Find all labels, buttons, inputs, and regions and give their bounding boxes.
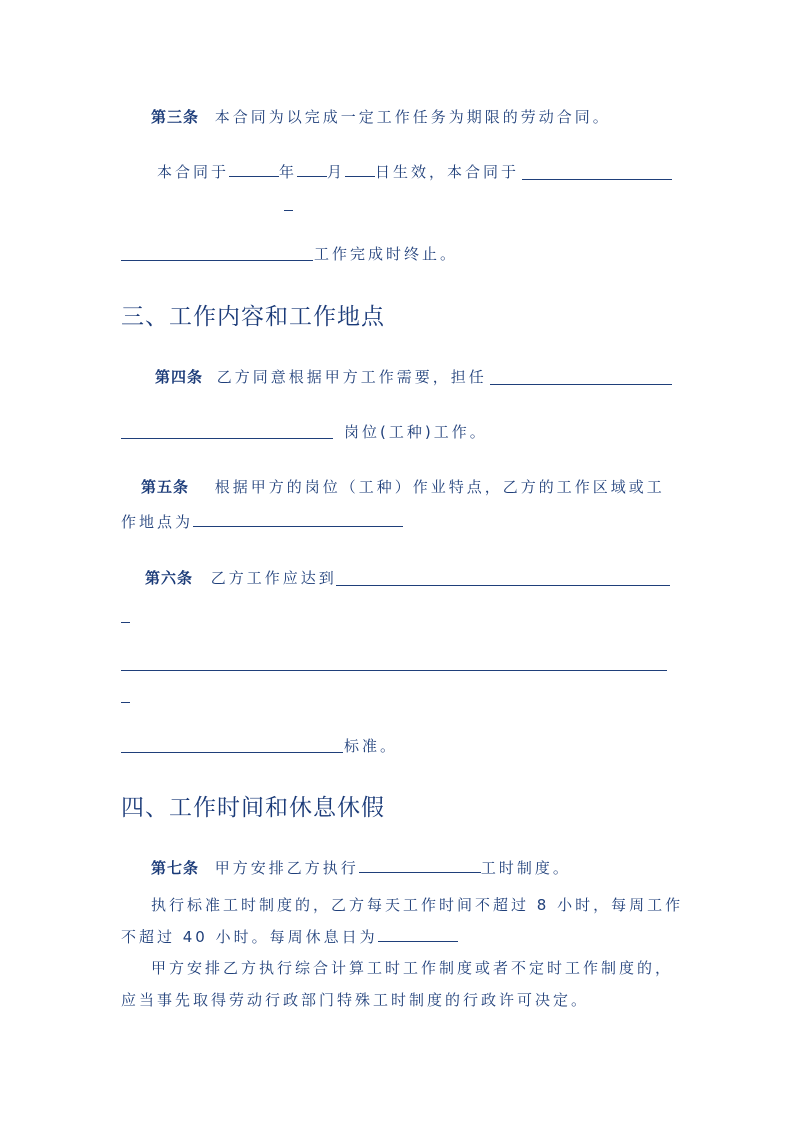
article-7-text-b: 工时制度。 [480,859,571,877]
working-hours-system-blank [359,858,481,873]
article-7-p2-line-2 [121,990,589,1010]
section-3-heading: 三、工作内容和工作地点 [121,304,385,330]
article-5-text: 根据甲方的岗位（工种）作业特点，乙方的工作区域或工 [214,478,665,496]
year-label: 年 [279,163,298,181]
article-6-continuation-mark-2 [121,702,130,703]
article-4-label: 第四条 [155,368,204,386]
article-3-continuation-mark [284,210,293,211]
article-3-end-line [314,244,458,264]
section-4-heading: 四、工作时间和休息休假 [121,795,385,821]
year-blank [229,162,279,177]
article-5-line-2-text: 作地点为 [121,513,194,531]
article-7-text-a: 甲方安排乙方执行 [214,859,359,877]
article-5-line [141,477,665,497]
article-4-line-2-text: 岗位(工种)工作。 [344,423,488,441]
month-label: 月 [327,163,346,181]
article-7-p1-line-1 [151,895,683,915]
article-6-label: 第六条 [145,569,194,587]
article-7-p2-text-1: 甲方安排乙方执行综合计算工时工作制度或者不定时工作制度的， [151,959,674,977]
article-3-line [151,107,611,127]
article-6-continuation-mark [121,622,130,623]
article-4-line-2 [344,422,488,442]
article-4-position-blank-2 [121,438,333,439]
article-6-line-4-text: 标准。 [344,737,399,755]
article-6-line [145,568,337,588]
article-3-date-line [157,162,519,182]
article-7-p2-line-1 [151,958,673,978]
article-5-label: 第五条 [141,478,190,496]
article-7-label: 第七条 [151,859,200,877]
article-7-p2-text-2: 应当事先取得劳动行政部门特殊工时制度的行政许可决定。 [121,991,590,1009]
article-4-position-blank [490,384,672,385]
article-3-label: 第三条 [151,108,200,126]
weekly-rest-day-blank [378,927,458,942]
article-6-standard-blank-2 [121,670,667,671]
day-blank [345,162,375,177]
article-5-line-2 [121,512,403,532]
article-7-p1-line-2 [121,927,458,947]
month-blank [297,162,327,177]
article-6-standard-blank [336,585,670,586]
article-7-line [151,858,571,878]
article-7-p1-text-1: 执行标准工时制度的，乙方每天工作时间不超过 8 小时，每周工作 [151,896,684,914]
article-3-end-blank [522,179,672,180]
article-3-text: 本合同为以完成一定工作任务为期限的劳动合同。 [214,108,611,126]
article-6-standard-blank-3 [121,752,343,753]
article-7-p1-text-2: 不超过 40 小时。每周休息日为 [121,928,378,946]
article-3-task-blank [121,260,313,261]
article-3-date-prefix: 本合同于 [157,163,230,181]
article-3-end-text: 工作完成时终止。 [314,245,459,263]
day-effective-text: 日生效，本合同于 [375,163,520,181]
article-4-text: 乙方同意根据甲方工作需要，担任 [216,368,487,386]
article-6-line-4 [344,736,398,756]
article-4-line [155,367,487,387]
article-6-text: 乙方工作应达到 [210,569,337,587]
work-location-blank [193,512,403,527]
